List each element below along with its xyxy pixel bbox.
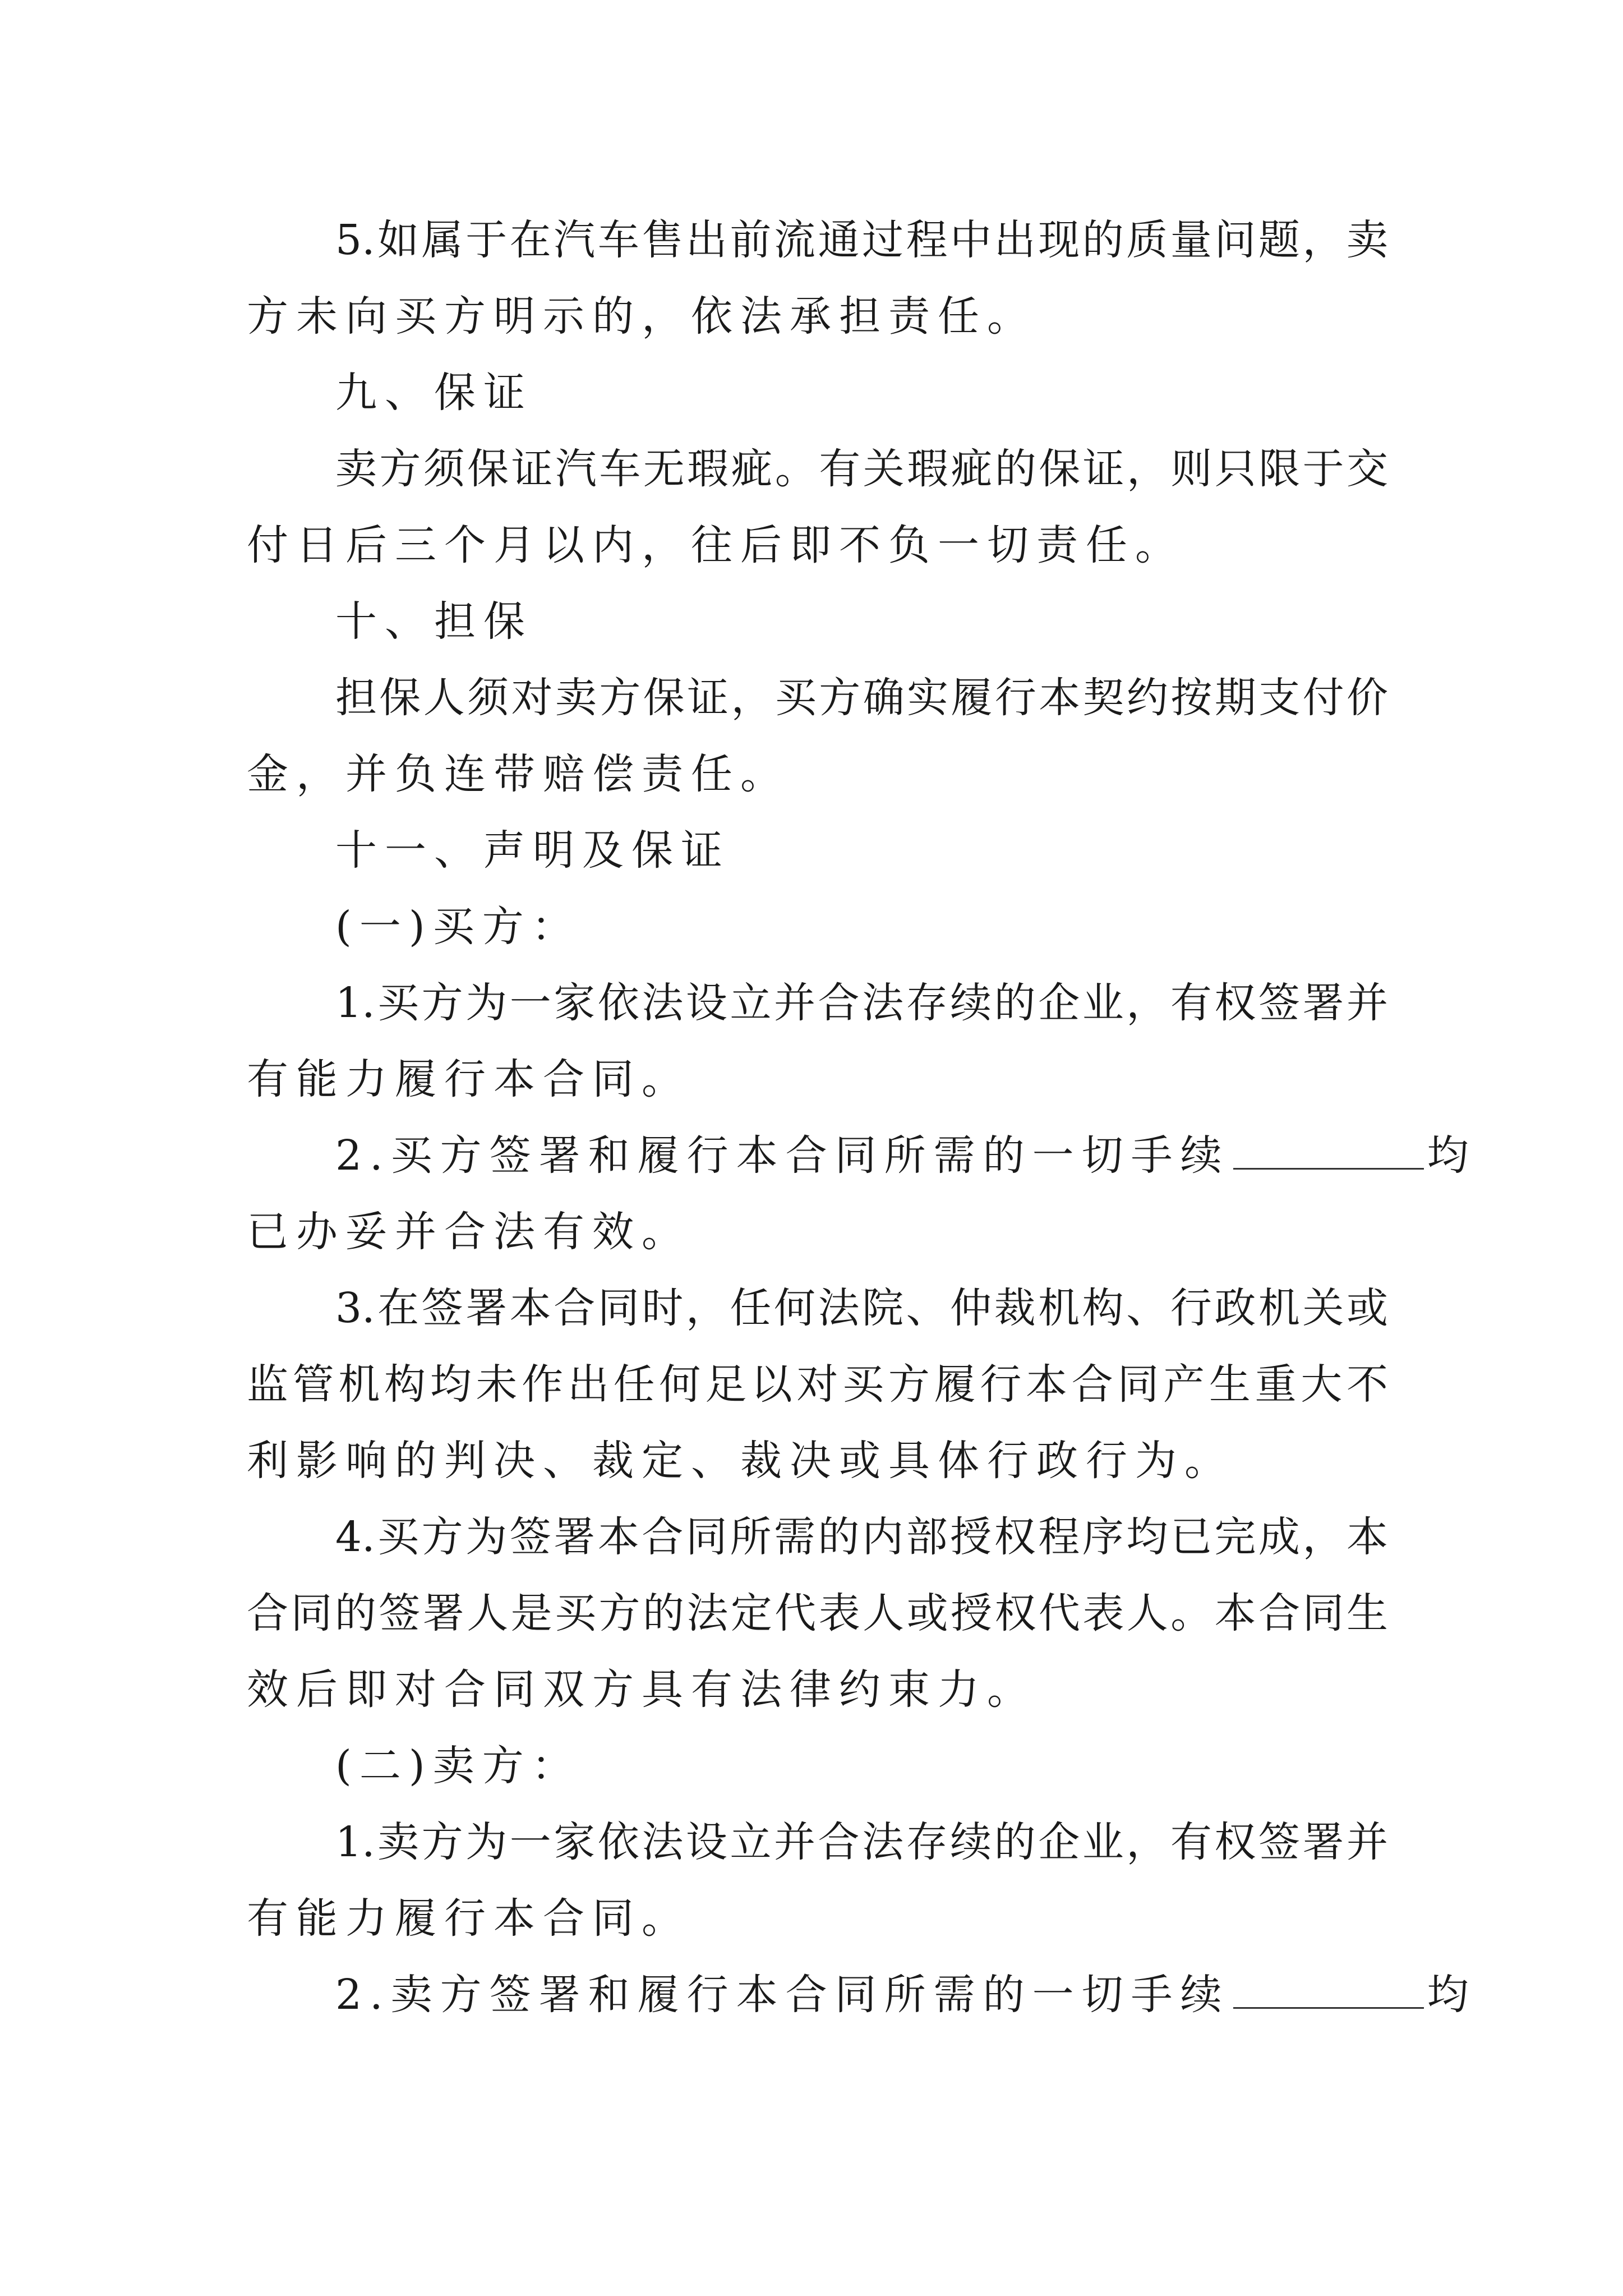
paragraph-line: 有能力履行本合同。 xyxy=(247,1894,691,1943)
document-body xyxy=(247,202,1477,2033)
paragraph-line: 3.在签署本合同时，任何法院、仲裁机构、行政机关或 xyxy=(335,1284,1388,1332)
paragraph-line: 方未向买方明示的，依法承担责任。 xyxy=(247,292,1036,341)
subsection-heading-buyer: (一)买方： xyxy=(335,903,581,951)
paragraph-text: 均 xyxy=(1427,1971,1477,2019)
subsection-heading-seller: (二)卖方： xyxy=(335,1742,581,1790)
paragraph-line: 已办妥并合法有效。 xyxy=(247,1208,691,1256)
paragraph-line: 金，并负连带赔偿责任。 xyxy=(247,750,790,798)
fill-in-blank xyxy=(1233,1134,1424,1170)
paragraph-line: 效后即对合同双方具有法律约束力。 xyxy=(247,1665,1036,1714)
paragraph-text: 2.买方签署和履行本合同所需的一切手续 xyxy=(335,1131,1230,1180)
paragraph-line: 利影响的判决、裁定、裁决或具体行政行为。 xyxy=(247,1437,1234,1485)
fill-in-blank xyxy=(1233,1973,1424,2009)
paragraph-line: 5.如属于在汽车售出前流通过程中出现的质量问题，卖 xyxy=(335,216,1388,264)
section-heading-warranty: 九、保证 xyxy=(335,369,533,417)
paragraph-line-with-blank xyxy=(247,1957,1477,2033)
paragraph-line: 1.买方为一家依法设立并合法存续的企业，有权签署并 xyxy=(335,979,1388,1027)
paragraph-line-with-blank xyxy=(247,1117,1477,1194)
paragraph-line: 1.卖方为一家依法设立并合法存续的企业，有权签署并 xyxy=(335,1818,1388,1866)
paragraph-line: 有能力履行本合同。 xyxy=(247,1055,691,1103)
paragraph-line: 监管机构均未作出任何足以对买方履行本合同产生重大不 xyxy=(247,1360,1388,1409)
paragraph-line: 合同的签署人是买方的法定代表人或授权代表人。本合同生 xyxy=(247,1589,1388,1637)
paragraph-line: 卖方须保证汽车无瑕疵。有关瑕疵的保证，则只限于交 xyxy=(335,445,1388,493)
paragraph-line: 付日后三个月以内，往后即不负一切责任。 xyxy=(247,521,1184,569)
section-heading-representations: 十一、声明及保证 xyxy=(335,826,730,875)
paragraph-text: 2.卖方签署和履行本合同所需的一切手续 xyxy=(335,1971,1230,2019)
paragraph-line: 4.买方为签署本合同所需的内部授权程序均已完成，本 xyxy=(335,1513,1388,1561)
section-heading-guarantee: 十、担保 xyxy=(335,597,533,646)
paragraph-line: 担保人须对卖方保证，买方确实履行本契约按期支付价 xyxy=(335,674,1388,722)
paragraph-text: 均 xyxy=(1427,1131,1477,1180)
